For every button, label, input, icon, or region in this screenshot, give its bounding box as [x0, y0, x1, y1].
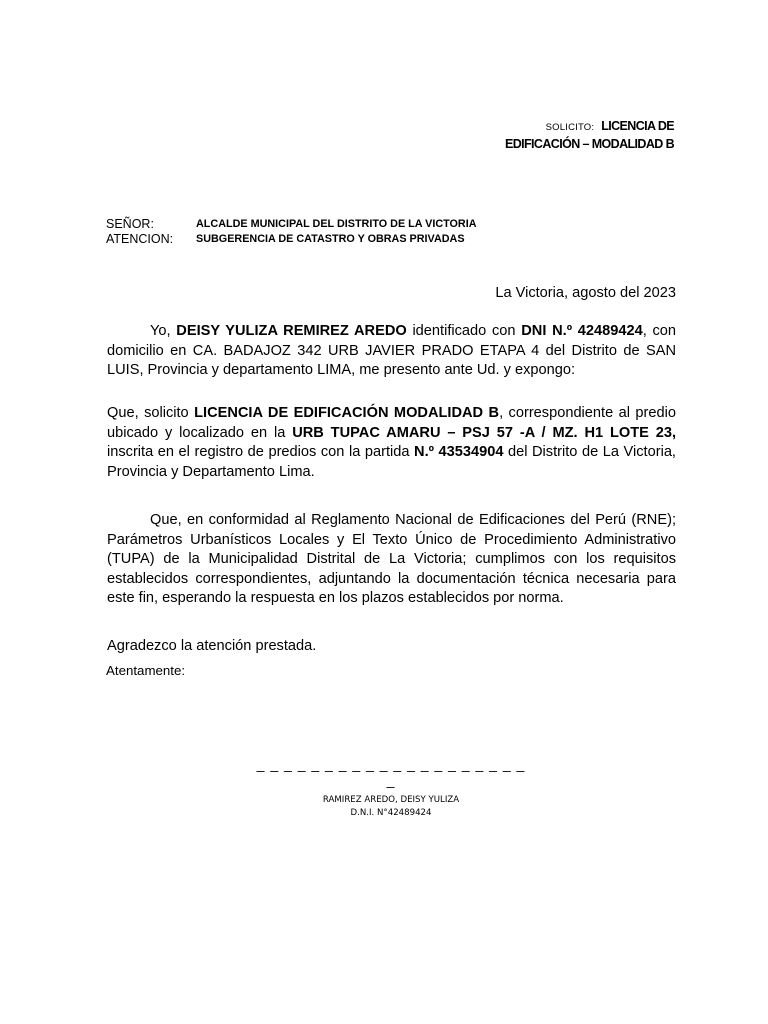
p1-text-3: , con domicilio en CA. BADAJOZ 342 URB JAVIER PRADO ETAPA 4 del Distrito de SAN LUIS, Provincia y departamento LIMA, me presento ante Ud. y expongo: [107, 323, 676, 378]
subject-line-2: EDIFICACIÓN – MODALIDAD B [504, 137, 674, 151]
letter-date: La Victoria, agosto del 2023 [495, 285, 676, 301]
signature-line: _ _ _ _ _ _ _ _ _ _ _ _ _ _ _ _ _ _ _ _ _ [256, 756, 526, 788]
p2-text-2: , correspondiente al predio ubicado y localizado en la [107, 405, 676, 441]
atencion-label: ATENCION: [106, 232, 174, 246]
license-type: LICENCIA DE EDIFICACIÓN MODALIDAD B [194, 405, 500, 421]
senor-row [106, 217, 477, 232]
thanks-line: Agradezco la atención prestada. [107, 638, 317, 654]
partida-number: N.º 43534904 [414, 444, 504, 460]
paragraph-intro [107, 322, 676, 381]
solicito-label: SOLICITO: [545, 122, 595, 133]
p1-text-1: Yo, [150, 323, 177, 339]
senor-value: ALCALDE MUNICIPAL DEL DISTRITO DE LA VICTORIA [196, 218, 477, 230]
applicant-name: DEISY YULIZA REMIREZ AREDO [176, 323, 407, 339]
closing-line: Atentamente: [106, 663, 186, 678]
senor-label: SEÑOR: [106, 217, 154, 231]
p2-text-1: Que, solicito [107, 405, 195, 421]
atencion-value: SUBGERENCIA DE CATASTRO Y OBRAS PRIVADAS [196, 233, 465, 245]
subject-block [414, 118, 674, 153]
property-location: URB TUPAC AMARU – PSJ 57 -A / MZ. H1 LOTE 23, [292, 424, 677, 441]
addressee-block [106, 217, 477, 247]
applicant-dni: DNI N.º 42489424 [521, 323, 643, 339]
paragraph-request [107, 404, 676, 482]
atencion-row [106, 232, 477, 247]
p2-text-3: inscrita en el registro de predios con la partida [107, 444, 415, 460]
signer-dni: D.N.I. N°42489424 [350, 808, 432, 818]
signature-block [250, 756, 532, 820]
p1-text-2: identificado con [406, 323, 522, 339]
subject-line-1: LICENCIA DE [601, 119, 674, 133]
signer-name: RAMIREZ AREDO, DEISY YULIZA [322, 795, 460, 805]
p2-text-4: del Distrito de La Victoria, Provincia y Departamento Lima. [107, 444, 676, 480]
paragraph-legal: Que, en conformidad al Reglamento Nacional de Edificaciones del Perú (RNE); Parámetros Urbanísticos Locales y El Texto Único de Procedimiento Administrativo (TUPA) de la Municipalidad Distrital de La Victoria; cumplimos con los requisitos establecidos correspondientes, adjuntando la documentación técnica necesaria para este fin, esperando la respuesta en los plazos establecidos por norma. [107, 512, 676, 606]
